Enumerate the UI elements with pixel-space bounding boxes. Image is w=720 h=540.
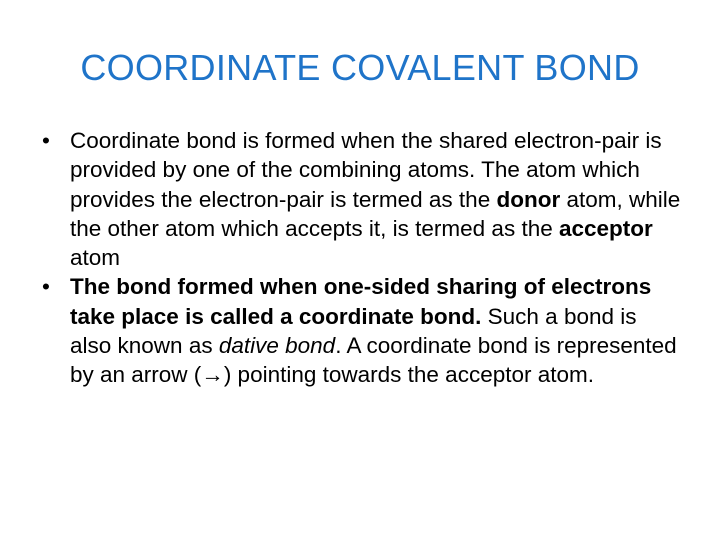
bullet-text-bold: The bond formed when one-sided sharing of electrons take place is called a coordinate bond.	[70, 274, 652, 329]
bullet-text-italic: dative bond	[218, 333, 336, 359]
bullet-item	[42, 272, 682, 389]
bullet-list	[42, 126, 682, 390]
bullet-item	[42, 126, 682, 272]
bullet-text-segment: ) pointing towards the acceptor atom.	[223, 362, 595, 388]
bullet-text-bold: acceptor	[558, 215, 653, 241]
bullet-text-segment: atom, while the other atom which accepts it, is termed as the	[70, 186, 681, 241]
bullet-text-segment: Such a bond is also known as	[70, 303, 637, 359]
bullet-text-segment: atom	[70, 245, 121, 271]
arrow-symbol: →	[201, 362, 224, 388]
bullet-text-segment: Coordinate bond is formed when the shared electron-pair is provided by one of the combining atoms. The atom which provides the electron-pair is termed as the	[70, 128, 662, 212]
bullet-point-icon: •	[42, 128, 50, 153]
bullet-point-icon: •	[42, 274, 50, 300]
slide-title: COORDINATE COVALENT BOND	[80, 47, 640, 88]
bullet-text-bold: donor	[496, 186, 561, 212]
bullet-text-segment: . A coordinate bond is represented by an arrow (	[70, 333, 677, 388]
